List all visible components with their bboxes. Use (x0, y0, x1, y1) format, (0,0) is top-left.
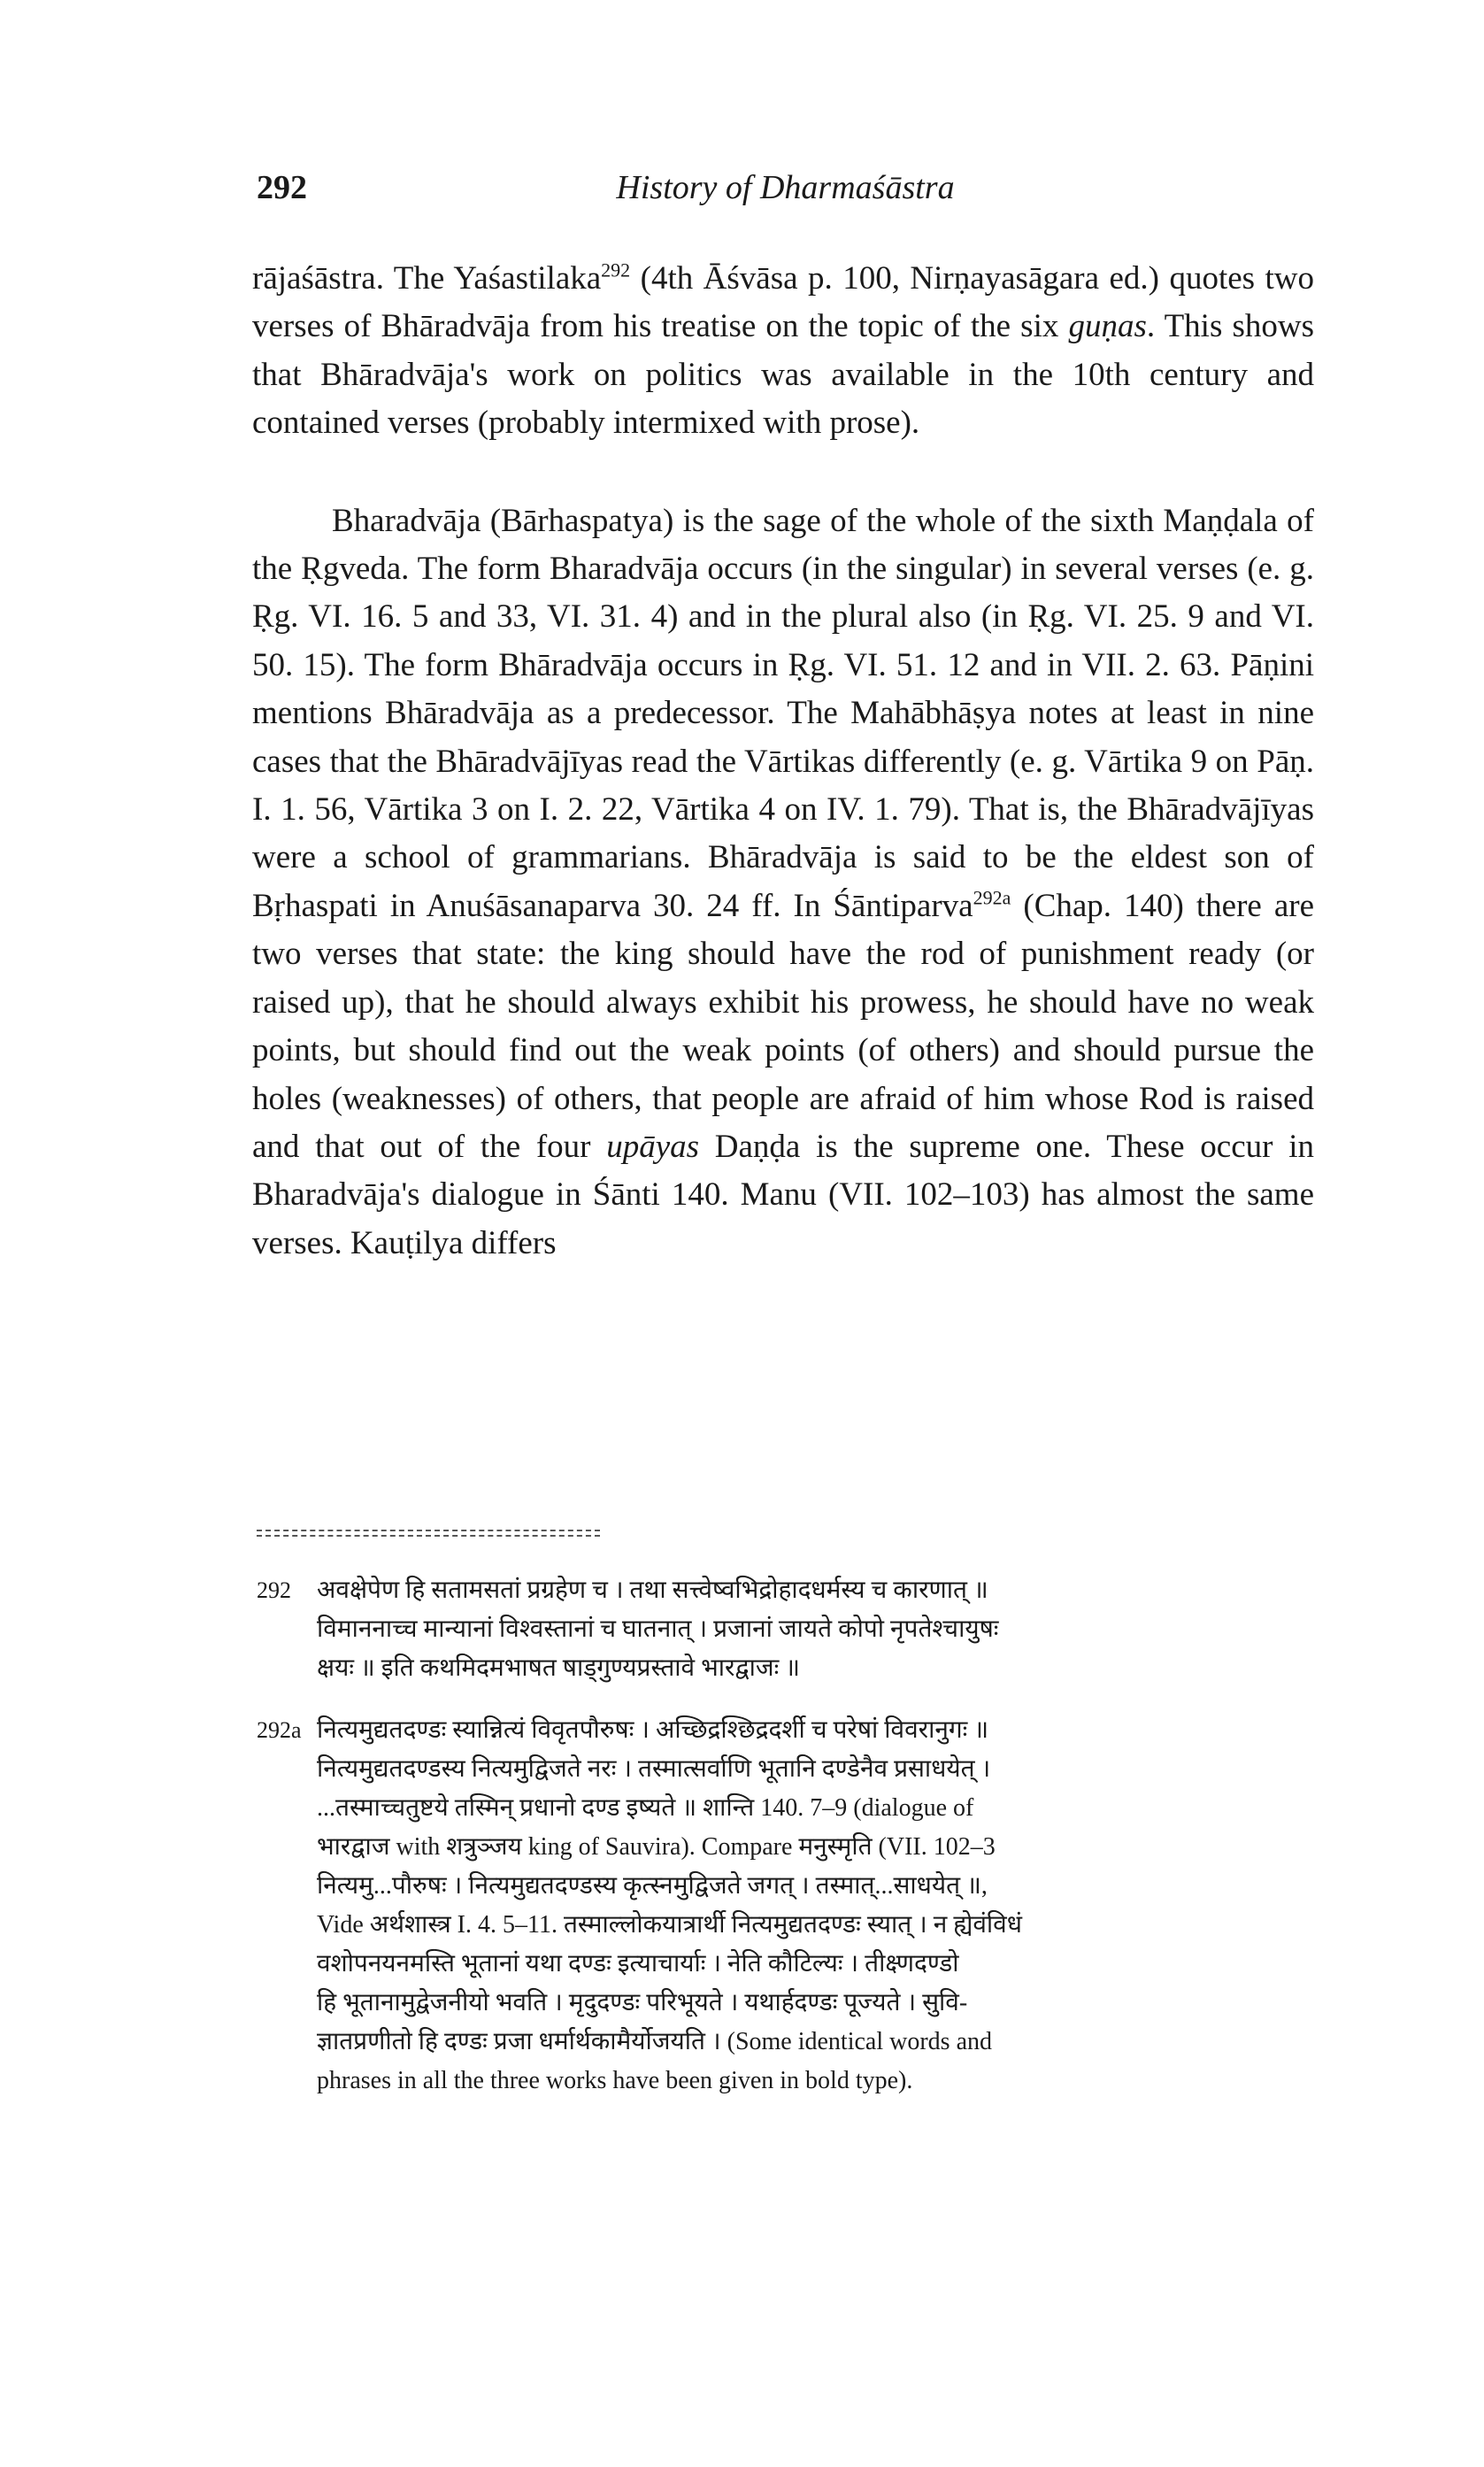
paragraph-2 (252, 497, 1314, 1268)
footnote-number: 292a (257, 1717, 302, 1743)
paragraph-1-middle: (4th Āśvāsa p. 100, Nirṇayasāgara ed.) quotes two verses of Bhāradvāja from his treatise on the topic of the six (252, 260, 1314, 345)
paragraph-2-end: Daṇḍa is the supreme one. These occur in Bharadvāja's dialogue in Śānti 140. Manu (VII. 102–103) has almost the same verses. Kauṭilya differs (252, 1128, 1314, 1261)
paragraph-2-start: Bharadvāja (Bārhaspatya) is the sage of the whole of the sixth Maṇḍala of the Ṛgveda. The form Bharadvāja occurs (in the singular) in several verses (e. g. Ṛg. VI. 16. 5 and 33, VI. 31. 4) and in the plural also (in Ṛg. VI. 25. 9 and VI. 50. 15). The form Bhāradvāja occurs in Ṛg. VI. 51. 12 and in VII. 2. 63. Pāṇini mentions Bhāradvāja as a predecessor. The Mahābhāṣya notes at least in nine cases that the Bhāradvājīyas read the Vārtikas differently (e. g. Vārtika 9 on Pāṇ. I. 1. 56, Vārtika 3 on I. 2. 22, Vārtika 4 on IV. 1. 79). That is, the Bhāradvājīyas were a school of grammarians. Bhāradvāja is said to be the eldest son of Bṛhaspati in Anuśāsanaparva 30. 24 ff. In Śāntiparva (252, 502, 1314, 924)
footnote-ref-292a: 292a (973, 886, 1011, 909)
footnote-ref-292: 292 (601, 258, 631, 281)
running-title: History of Dharmaśāstra (616, 169, 955, 206)
footnote-divider (257, 1530, 600, 1537)
page-number: 292 (257, 169, 307, 206)
footnote-text (317, 1571, 1319, 1688)
footnote-line: नित्यमुद्यतदण्डः स्यान्नित्यं विवृतपौरुषः । अच्छिद्रश्छिद्रदर्शी च परेषां विवरानुगः ॥ (317, 1716, 989, 1744)
footnote-line: भारद्वाज with शत्रुञ्जय king of Sauvira). Compare मनुस्मृति (VII. 102–3 (317, 1833, 996, 1861)
footnote-line: हि भूतानामुद्वेजनीयो भवति । मृदुदण्डः परिभूयते । यथार्हदण्डः पूज्यते । सुवि- (317, 1989, 968, 2016)
italic-term-upayas: upāyas (606, 1128, 700, 1165)
paragraph-2-middle: (Chap. 140) there are two verses that state: the king should have the rod of punishment ready (or raised up), that he should always exhibit his prowess, he should have no weak points, but should find out the weak points (of others) and should pursue the holes (weaknesses) of others, that people are afraid of him whose Rod is raised and that out of the four (252, 887, 1315, 1165)
footnote-line: अवक्षेपेण हि सतामसतां प्रग्रहेण च । तथा सत्त्वेष्वभिद्रोहादधर्मस्य च कारणात् ॥ (317, 1577, 988, 1604)
paragraph-1 (252, 255, 1314, 448)
footnote-292 (257, 1571, 1319, 1688)
footnote-text (317, 1711, 1319, 2101)
footnote-number: 292 (257, 1577, 291, 1603)
footnote-line: ...तस्माच्चतुष्टये तस्मिन् प्रधानो दण्ड इष्यते ॥ शान्ति 140. 7–9 (dialogue of (317, 1794, 974, 1822)
footnotes (257, 1571, 1319, 2124)
footnote-line: वशोपनयनमस्ति भूतानां यथा दण्डः इत्याचार्याः । नेति कौटिल्यः । तीक्ष्णदण्डो (317, 1950, 959, 1977)
paragraph-1-start: rājaśāstra. The Yaśastilaka (252, 260, 602, 297)
main-text (252, 255, 1314, 1268)
footnote-line: नित्यमुद्यतदण्डस्य नित्यमुद्विजते नरः । तस्मात्सर्वाणि भूतानि दण्डेनैव प्रसाधयेत् । (317, 1755, 991, 1783)
footnote-line: क्षयः ॥ इति कथमिदमभाषत षाड्गुण्यप्रस्तावे भारद्वाजः ॥ (317, 1654, 801, 1682)
footnote-line: नित्यमु...पौरुषः । नित्यमुद्यतदण्डस्य कृत्स्नमुद्विजते जगत् । तस्मात्...साधयेत् ॥, (317, 1872, 988, 1900)
paragraph-1-end: . This shows that Bhāradvāja's work on politics was available in the 10th century and contained verses (probably intermixed with prose). (252, 308, 1314, 442)
footnote-line: ज्ञातप्रणीतो हि दण्डः प्रजा धर्मार्थकामैर्योजयति । (Some identical words and (317, 2028, 992, 2055)
footnote-292a (257, 1711, 1319, 2101)
page-header (257, 168, 1314, 212)
footnote-line: विमाननाच्च मान्यानां विश्वस्तानां च घातनात् । प्रजानां जायते कोपो नृपतेश्चायुषः (317, 1615, 999, 1643)
italic-term-gunas: guṇas (1068, 308, 1147, 345)
footnote-line: phrases in all the three works have been given in bold type). (317, 2067, 913, 2094)
footnote-line: Vide अर्थशास्त्र I. 4. 5–11. तस्माल्लोकयात्रार्थी नित्यमुद्यतदण्डः स्यात् । न ह्येवंविधं (317, 1911, 1022, 1939)
